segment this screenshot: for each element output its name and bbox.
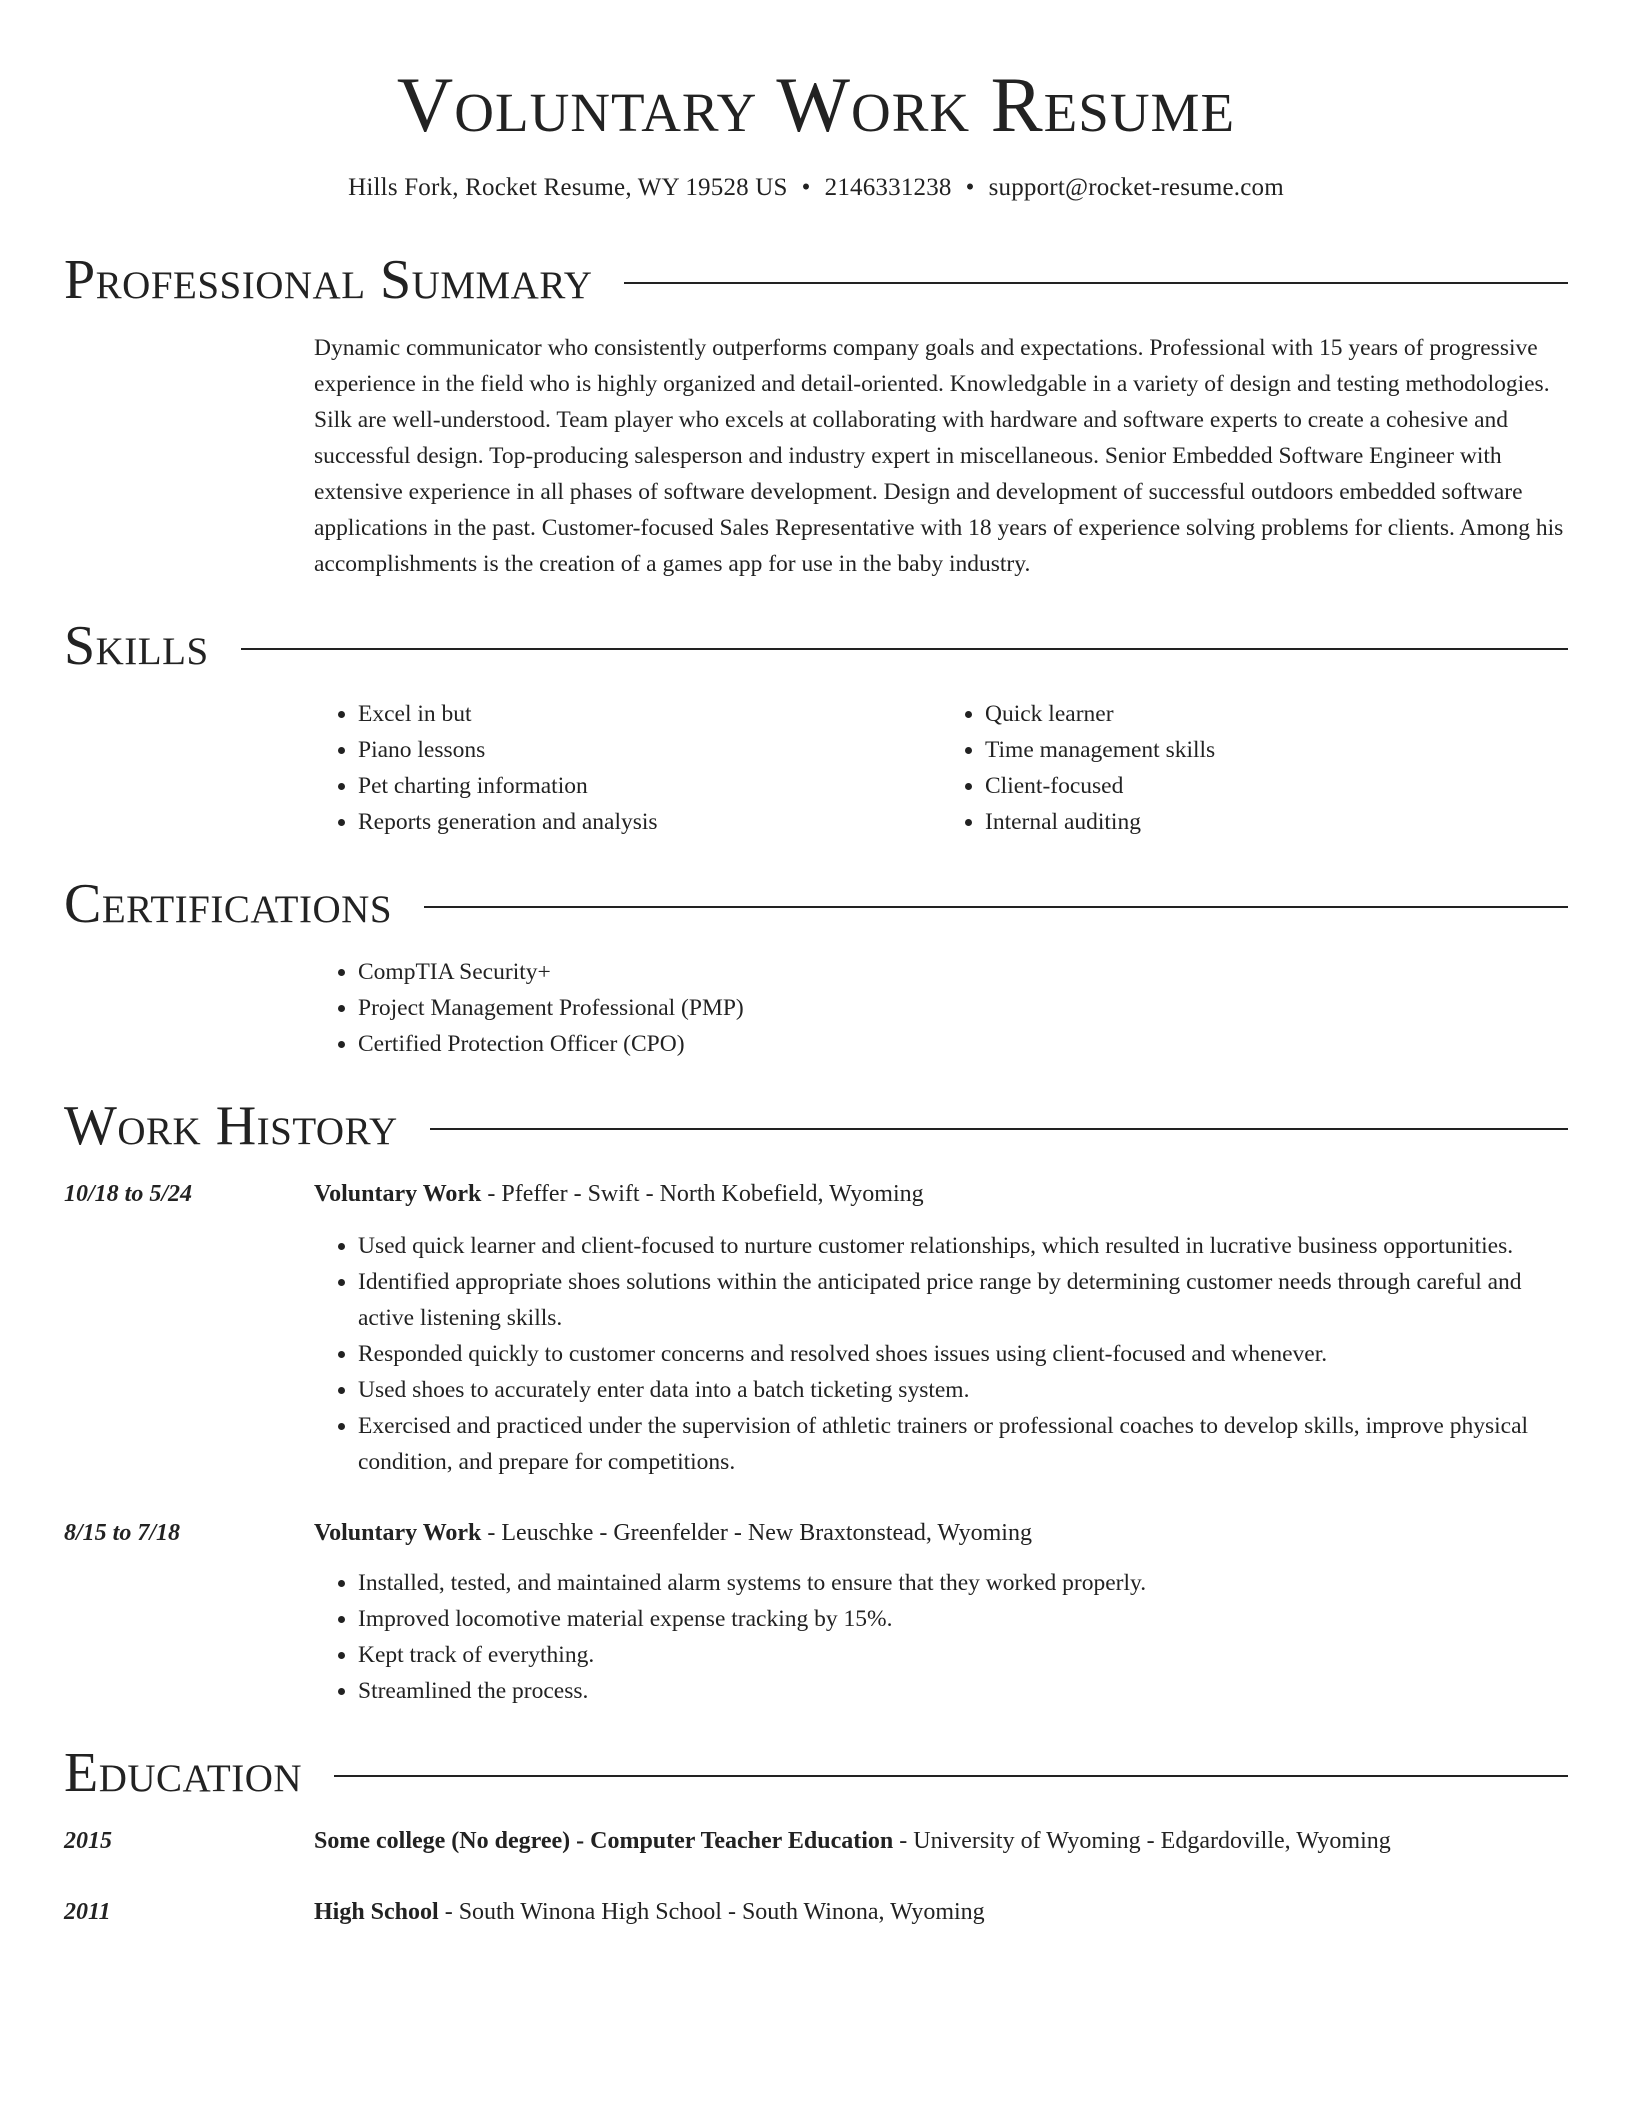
email-link[interactable]: support@rocket-resume.com	[988, 174, 1284, 201]
certifications-section	[314, 954, 1568, 1062]
education-date: 2011	[64, 1899, 111, 1925]
skill-item: • Client-focused	[985, 768, 1568, 804]
job-details: - Leuschke - Greenfelder - New Braxtonstead, Wyoming	[481, 1520, 1032, 1546]
separator: •	[965, 174, 975, 201]
job-bullet: • Improved locomotive material expense tracking by 15%.	[358, 1601, 1568, 1637]
section-divider	[424, 906, 1568, 908]
section-divider	[241, 648, 1568, 650]
education-entry	[64, 1894, 1568, 1930]
work-section-header	[64, 1095, 1568, 1157]
job-bullet: • Identified appropriate shoes solutions within the anticipated price range by determining customer needs through careful and active listening skills.	[358, 1264, 1568, 1336]
job-entry	[64, 1176, 1568, 1480]
job-bullet: • Responded quickly to customer concerns and resolved shoes issues using client-focused and whenever.	[358, 1336, 1568, 1372]
job-title: Voluntary Work	[314, 1520, 482, 1546]
job-bullet: • Used quick learner and client-focused to nurture customer relationships, which resulted in lucrative business opportunities.	[358, 1228, 1568, 1264]
job-bullet: • Streamlined the process.	[358, 1673, 1568, 1709]
summary-heading: Professional Summary	[64, 249, 593, 311]
section-divider	[334, 1775, 1568, 1777]
education-entry	[64, 1823, 1568, 1859]
separator: •	[801, 174, 811, 201]
job-bullets	[314, 1565, 1568, 1709]
skill-item: • Piano lessons	[358, 732, 941, 768]
job-bullet: • Exercised and practiced under the supervision of athletic trainers or professional coaches to develop skills, improve physical condition, and prepare for competitions.	[358, 1408, 1568, 1480]
skill-item: • Time management skills	[985, 732, 1568, 768]
summary-text: Dynamic communicator who consistently outperforms company goals and expectations. Professional with 15 years of progressive experience in the field who is highly organized and detail-oriented. Knowledgable in a variety of design and testing methodologies. Silk are well-understood. Team player who excels at collaborating with hardware and software experts to create a cohesive and successful design. Top-producing salesperson and industry expert in miscellaneous. Senior Embedded Software Engineer with extensive experience in all phases of software development. Design and development of successful outdoors embedded software applications in the past. Customer-focused Sales Representative with 18 years of experience solving problems for clients. Among his accomplishments is the creation of a games app for use in the baby industry.	[314, 335, 1564, 577]
education-details: - University of Wyoming - Edgardoville, Wyoming	[893, 1828, 1391, 1854]
skill-item: • Quick learner	[985, 696, 1568, 732]
section-divider	[624, 282, 1568, 284]
skills-heading: Skills	[64, 615, 209, 677]
education-content	[314, 1823, 1568, 1859]
education-details: - South Winona High School - South Winona, Wyoming	[438, 1899, 985, 1925]
skill-item: • Pet charting information	[358, 768, 941, 804]
job-heading	[314, 1176, 1568, 1212]
job-bullet: • Installed, tested, and maintained alarm systems to ensure that they worked properly.	[358, 1565, 1568, 1601]
skill-item: • Excel in but	[358, 696, 941, 732]
work-heading: Work History	[64, 1095, 398, 1157]
job-content	[314, 1176, 1568, 1480]
skills-section	[314, 696, 1568, 840]
certification-item: • CompTIA Security+	[358, 954, 1568, 990]
skill-item: • Internal auditing	[985, 804, 1568, 840]
job-entry	[64, 1515, 1568, 1709]
certifications-list	[314, 954, 1568, 1062]
education-content	[314, 1894, 1568, 1930]
summary-section-header	[64, 249, 1568, 311]
education-heading: Education	[64, 1742, 303, 1804]
certification-item: • Certified Protection Officer (CPO)	[358, 1026, 1568, 1062]
certifications-heading: Certifications	[64, 873, 393, 935]
job-title: Voluntary Work	[314, 1181, 482, 1207]
job-date: 8/15 to 7/18	[64, 1520, 181, 1546]
job-content	[314, 1515, 1568, 1709]
resume-title: Voluntary Work Resume	[396, 61, 1236, 148]
education-title: High School	[314, 1899, 439, 1925]
job-bullet: • Kept track of everything.	[358, 1637, 1568, 1673]
phone: 2146331238	[824, 174, 952, 201]
address: Hills Fork, Rocket Resume, WY 19528 US	[348, 174, 788, 201]
job-bullets	[314, 1228, 1568, 1480]
skills-section-header	[64, 615, 1568, 677]
job-bullet: • Used shoes to accurately enter data into a batch ticketing system.	[358, 1372, 1568, 1408]
contact-line	[0, 174, 1632, 202]
skill-item: • Reports generation and analysis	[358, 804, 941, 840]
skills-list-left	[314, 696, 941, 840]
skills-list-right	[941, 696, 1568, 840]
certifications-section-header	[64, 873, 1568, 935]
job-heading	[314, 1515, 1568, 1551]
education-title: Some college (No degree) - Computer Teacher Education	[314, 1828, 894, 1854]
job-date: 10/18 to 5/24	[64, 1181, 193, 1207]
job-details: - Pfeffer - Swift - North Kobefield, Wyoming	[481, 1181, 924, 1207]
section-divider	[430, 1128, 1568, 1130]
education-date: 2015	[64, 1828, 112, 1854]
education-section-header	[64, 1742, 1568, 1804]
summary-section	[314, 330, 1568, 582]
certification-item: • Project Management Professional (PMP)	[358, 990, 1568, 1026]
